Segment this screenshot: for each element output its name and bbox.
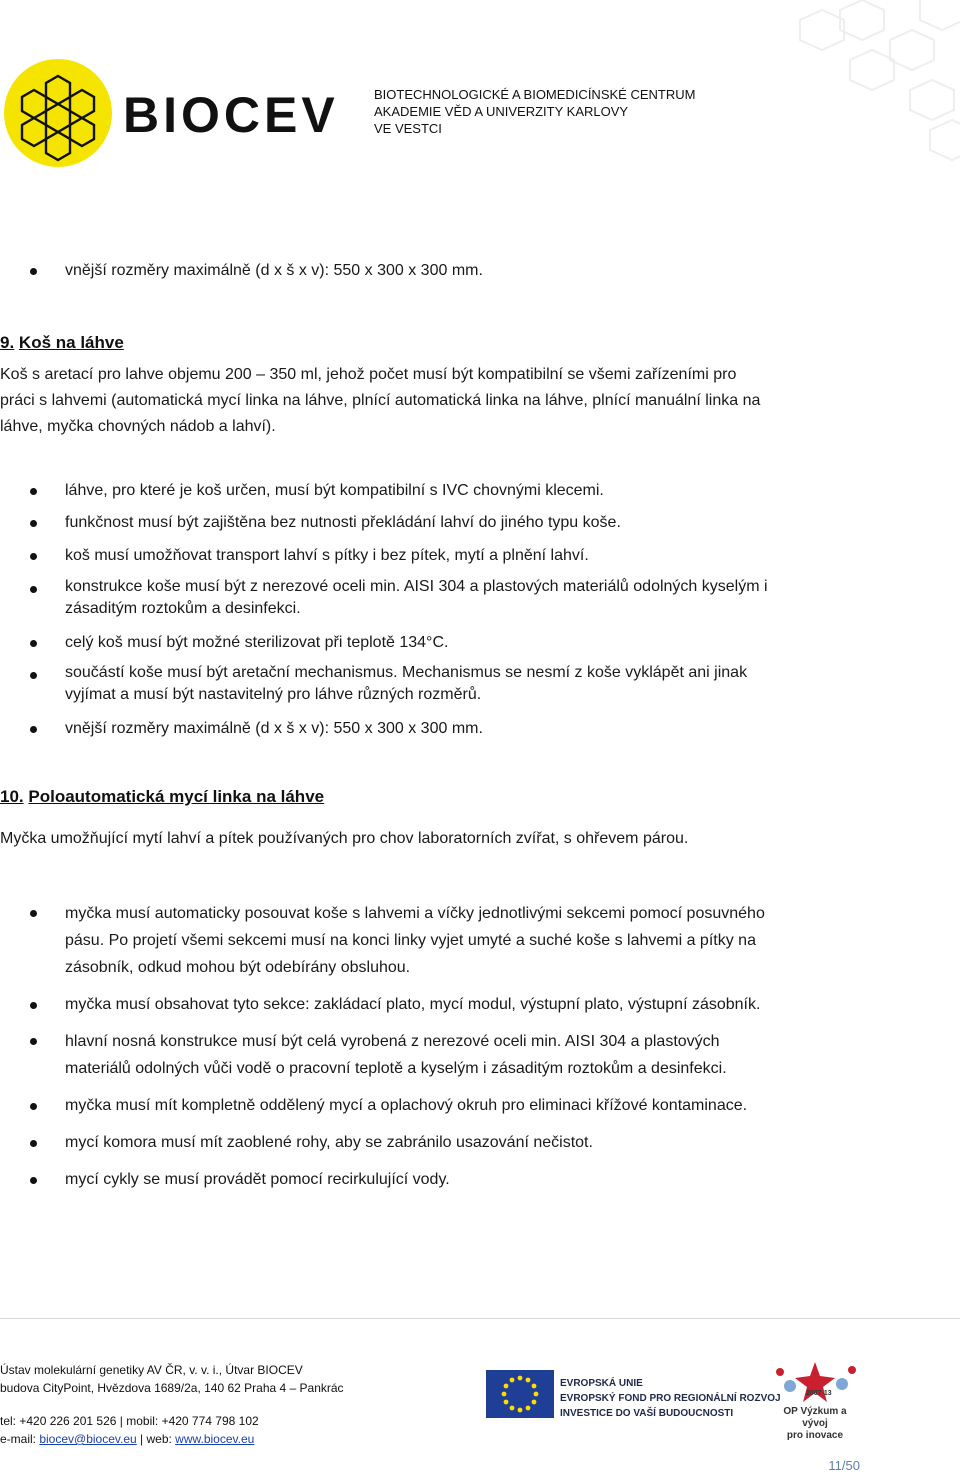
section-number: 9.: [0, 333, 15, 352]
section-intro: Myčka umožňující mytí lahví a pítek používaných pro chov laboratorních zvířat, s ohřevem párou.: [0, 830, 689, 847]
bullet-icon: [30, 1038, 37, 1045]
op-logo-mark-icon: [760, 1358, 870, 1404]
section-number: 10.: [0, 787, 24, 806]
bullet-icon: [30, 1002, 37, 1009]
list-item-line: myčka musí automaticky posouvat koše s lahvemi a víčky jednotlivými sekcemi pomocí posuvného: [65, 905, 765, 922]
section-heading: [0, 784, 324, 810]
list-item-text: celý koš musí být možné sterilizovat při teplotě 134°C.: [65, 634, 449, 651]
list-item-text: vnější rozměry maximálně (d x š x v): 550 x 300 x 300 mm.: [65, 262, 483, 279]
bullet-icon: [30, 910, 37, 917]
biocev-logo-icon: [0, 58, 120, 168]
section-title: Koš na láhve: [18, 333, 124, 352]
list-item-text: [65, 900, 860, 981]
list-item-line: zásaditým roztokům a desinfekci.: [65, 600, 301, 617]
list-item-line: vyjímat a musí být nastavitelný pro láhve různých rozměrů.: [65, 686, 482, 703]
institution-name: [374, 86, 695, 137]
list-item-line: pásu. Po projetí všemi sekcemi musí na konci linky vyjet umyté a suché koše s lahvemi a pítky na: [65, 932, 756, 949]
footer-phones: tel: +420 226 201 526 | mobil: +420 774 798 102: [0, 1414, 259, 1428]
bullet-icon: [30, 1103, 37, 1110]
intro-line: Koš s aretací pro lahve objemu 200 – 350 ml, jehož počet musí být kompatibilní se všemi zařízeními pro: [0, 366, 737, 383]
list-item-text: mycí komora musí mít zaoblené rohy, aby se zabránilo usazování nečistot.: [65, 1134, 593, 1151]
list-item-line: hlavní nosná konstrukce musí být celá vyrobená z nerezové oceli min. AISI 304 a plastových: [65, 1033, 720, 1050]
eu-text: [560, 1376, 781, 1421]
email-link[interactable]: biocev@biocev.eu: [39, 1432, 137, 1446]
section-intro: [0, 362, 900, 440]
list-item-line: konstrukce koše musí být z nerezové oceli min. AISI 304 a plastových materiálů odolných kyselým i: [65, 578, 768, 595]
list-item-text: myčka musí mít kompletně oddělený mycí a oplachový okruh pro eliminaci křížové kontaminace.: [65, 1097, 748, 1114]
intro-line: práci s lahvemi (automatická mycí linka na láhve, plnící automatická linka na láhve, plnící manuální linka na: [0, 392, 761, 409]
list-item-text: láhve, pro které je koš určen, musí být kompatibilní s IVC chovnými klecemi.: [65, 482, 604, 499]
institution-line: BIOTECHNOLOGICKÉ A BIOMEDICÍNSKÉ CENTRUM: [374, 87, 696, 102]
section-heading: [0, 330, 124, 356]
list-item-line: zásobník, odkud mohou být odebírány obsluhou.: [65, 959, 411, 976]
op-line: pro inovace: [786, 1430, 844, 1441]
institution-line: AKADEMIE VĚD A UNIVERZITY KARLOVY: [374, 104, 629, 119]
list-item-text: mycí cykly se musí provádět pomocí recirkulující vody.: [65, 1171, 450, 1188]
bullet-icon: [30, 268, 37, 275]
op-years: 2007-13: [806, 1390, 832, 1397]
bullet-icon: [30, 672, 37, 679]
eu-line: INVESTICE DO VAŠÍ BUDOUCNOSTI: [560, 1408, 734, 1419]
list-item-text: [65, 576, 860, 620]
list-item-line: materiálů odolných vůči vodě o pracovní teplotě a kyselým i zásaditým roztokům a desinfekci.: [65, 1060, 727, 1077]
list-item-text: vnější rozměry maximálně (d x š x v): 550 x 300 x 300 mm.: [65, 720, 483, 737]
list-item-text: koš musí umožňovat transport lahví s pítky i bez pítek, mytí a plnění lahví.: [65, 547, 589, 564]
footer-divider: [0, 1318, 960, 1319]
bullet-icon: [30, 640, 37, 647]
bullet-icon: [30, 520, 37, 527]
footer-contacts: [0, 1430, 254, 1448]
eu-line: EVROPSKÁ UNIE: [560, 1378, 643, 1389]
eu-flag-icon: [486, 1370, 554, 1418]
eu-line: EVROPSKÝ FOND PRO REGIONÁLNÍ ROZVOJ: [560, 1393, 781, 1404]
op-text: [770, 1406, 860, 1442]
institution-line: VE VESTCI: [374, 121, 442, 136]
list-item-text: [65, 1028, 860, 1082]
footer-address: budova CityPoint, Hvězdova 1689/2a, 140 62 Praha 4 – Pankrác: [0, 1381, 344, 1395]
bullet-icon: [30, 1140, 37, 1147]
bullet-icon: [30, 488, 37, 495]
section-title: Poloautomatická mycí linka na láhve: [28, 787, 325, 806]
op-vavpi-logo: [760, 1358, 870, 1441]
bullet-icon: [30, 726, 37, 733]
op-line: OP Výzkum a vývoj: [783, 1406, 847, 1429]
bullet-icon: [30, 586, 37, 593]
page-number: 11/50: [828, 1458, 860, 1473]
email-label: e-mail:: [0, 1432, 40, 1446]
hexagon-pattern-decoration: [600, 0, 960, 170]
list-item-text: myčka musí obsahovat tyto sekce: zakládací plato, mycí modul, výstupní plato, výstupní zásobník.: [65, 996, 761, 1013]
intro-line: láhve, myčka chovných nádob a lahví).: [0, 418, 276, 435]
list-item-line: součástí koše musí být aretační mechanismus. Mechanismus se nesmí z koše vyklápět ani jinak: [65, 664, 748, 681]
list-item-text: [65, 662, 860, 706]
web-link[interactable]: www.biocev.eu: [175, 1432, 255, 1446]
list-item-text: funkčnost musí být zajištěna bez nutnosti překládání lahví do jiného typu koše.: [65, 514, 621, 531]
bullet-icon: [30, 1177, 37, 1184]
footer-org: Ústav molekulární genetiky AV ČR, v. v. i., Útvar BIOCEV: [0, 1363, 303, 1377]
brand-name: BIOCEV: [123, 87, 339, 143]
bullet-icon: [30, 553, 37, 560]
web-label: | web:: [136, 1432, 176, 1446]
